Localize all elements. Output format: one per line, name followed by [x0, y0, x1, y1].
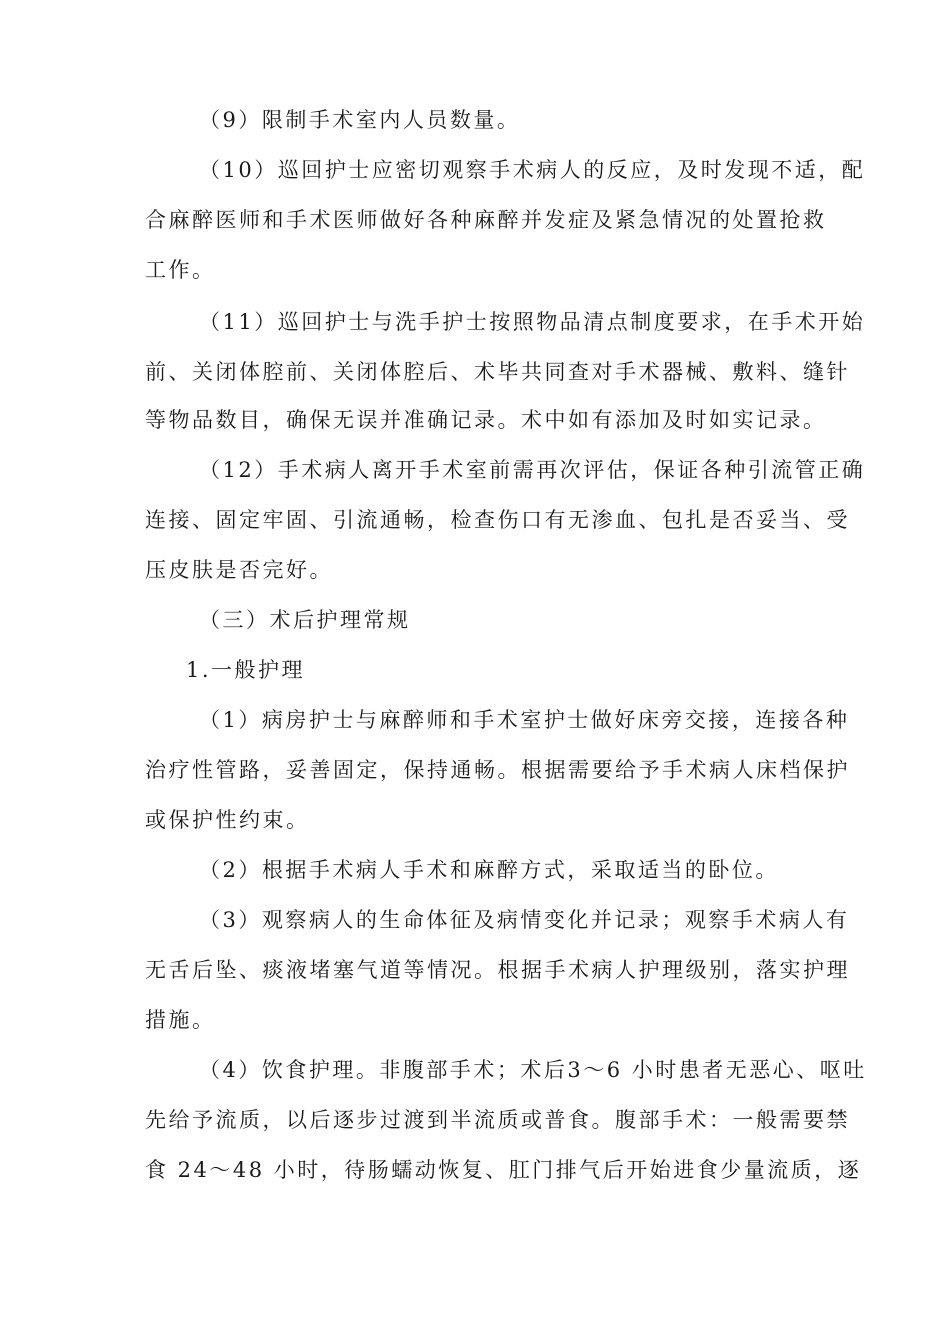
- paragraph-11-line-2: 前、关闭体腔前、关闭体腔后、术毕共同查对手术器械、敷料、缝针: [145, 360, 850, 384]
- paragraph-12-line-1: （12）手术病人离开手术室前需再次评估，保证各种引流管正确: [199, 458, 866, 482]
- item-2-line-1: （2）根据手术病人手术和麻醉方式，采取适当的卧位。: [199, 858, 779, 882]
- item-3-line-1: （3）观察病人的生命体征及病情变化并记录；观察手术病人有: [199, 908, 850, 932]
- paragraph-12-line-2: 连接、固定牢固、引流通畅，检查伤口有无渗血、包扎是否妥当、受: [145, 508, 850, 532]
- item-3-line-3: 措施。: [145, 1008, 216, 1032]
- item-3-line-2: 无舌后坠、痰液堵塞气道等情况。根据手术病人护理级别，落实护理: [145, 958, 850, 982]
- item-1-line-2: 治疗性管路，妥善固定，保持通畅。根据需要给予手术病人床档保护: [145, 758, 850, 782]
- paragraph-10-line-2: 合麻醉医师和手术医师做好各种麻醉并发症及紧急情况的处置抢救: [145, 208, 827, 232]
- paragraph-11-line-1: （11）巡回护士与洗手护士按照物品清点制度要求，在手术开始: [199, 310, 866, 334]
- item-4-line-2: 先给予流质，以后逐步过渡到半流质或普食。腹部手术：一般需要禁: [145, 1108, 850, 1132]
- item-4-line-3: 食 24～48 小时，待肠蠕动恢复、肛门排气后开始进食少量流质，逐: [145, 1158, 862, 1182]
- paragraph-12-line-3: 压皮肤是否完好。: [145, 558, 333, 582]
- paragraph-9-line-1: （9）限制手术室内人员数量。: [199, 108, 521, 132]
- paragraph-10-line-3: 工作。: [145, 258, 216, 282]
- item-1-line-1: （1）病房护士与麻醉师和手术室护士做好床旁交接，连接各种: [199, 708, 850, 732]
- section-heading-postoperative: （三）术后护理常规: [199, 608, 411, 632]
- subsection-heading-general-care: 1.一般护理: [186, 658, 306, 682]
- item-1-line-3: 或保护性约束。: [145, 808, 310, 832]
- item-4-line-1: （4）饮食护理。非腹部手术；术后3～6 小时患者无恶心、呕吐: [199, 1058, 867, 1082]
- paragraph-10-line-1: （10）巡回护士应密切观察手术病人的反应，及时发现不适，配: [199, 158, 866, 182]
- paragraph-11-line-3: 等物品数目，确保无误并准确记录。术中如有添加及时如实记录。: [145, 408, 827, 432]
